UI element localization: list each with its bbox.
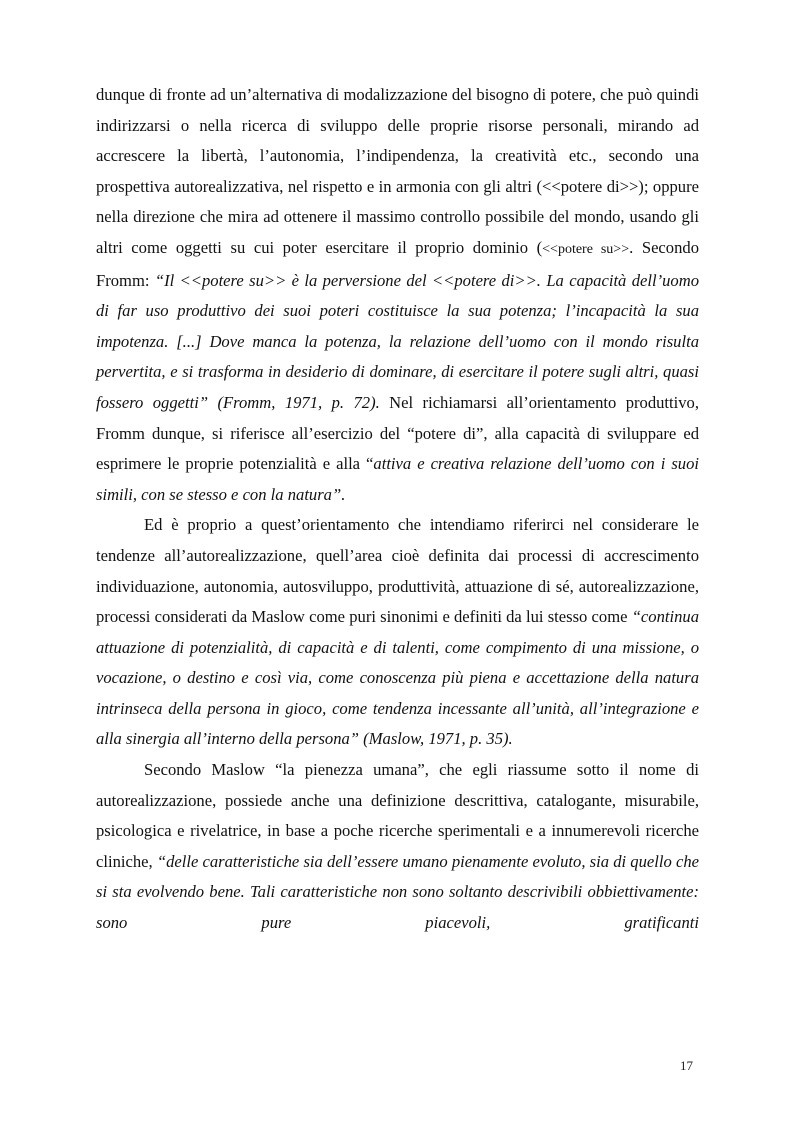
paragraph-1-quote-fromm: “Il <<potere su>> è la perversione del <<potere di>>. La capacità dell’uomo di far uso produttivo dei suoi poteri costituisce la sua potenza; l’incapacità la sua impotenza. [...] Dove manca la potenza, la relazione dell’uomo con il mondo risulta pervertita, e si trasforma in desiderio di dominare, di esercitare il potere sugli altri, quasi fossero oggetti” (Fromm, 1971, p. 72). (96, 270, 700, 412)
paragraph-3-text-a: Secondo Maslow “la pienezza umana”, che egli riassume sotto il nome di autorealizzazione, possiede anche una definizione descrittiva, catalogante, misurabile, psicologica e rivelatrice, in base a poche ricerche sperimentali e a innumerevoli ricerche cliniche, (96, 760, 699, 871)
paragraph-2-quote-maslow: “continua attuazione di potenzialità, di capacità e di talenti, come compimento di una missione, o vocazione, o destino e così via, come conoscenza più piena e accettazione della natura intrinseca della persona in gioco, come tendenza incessante all’unità, all’integrazione e alla sinergia all’interno della persona” (Maslow, 1971, p. 35). (96, 607, 699, 749)
paragraph-3-quote-maslow: “delle caratteristiche sia dell’essere umano pienamente evoluto, sia di quello che si sta evolvendo bene. Tali caratteristiche non sono soltanto descrivibili obbiettivamente: sono pure piacevoli, gratificanti (96, 851, 699, 933)
paragraph-1-text-d: Nel richiamarsi all’orientamento produttivo, Fromm dunque, si riferisce all’esercizio del “potere di”, alla capacità di sviluppare ed esprimere le proprie potenzialità e alla “ (96, 392, 699, 474)
paragraph-1-text-a: dunque di fronte ad un’alternativa di modalizzazione del bisogno di potere, che può quindi indirizzarsi o nella ricerca di sviluppo delle proprie risorse personali, mirando ad accrescere la libertà, l’autonomia, l’indipendenza, la creatività etc., secondo una prospettiva autorealizzativa, nel rispetto e in armonia con gli altri (<<potere di>>); oppure nella direzione che mira ad ottenere il massimo controllo possibile del mondo, usando gli altri come oggetti su cui poter esercitare il proprio dominio ( (96, 85, 699, 257)
paragraph-1 (96, 80, 699, 510)
paragraph-2-text-a: Ed è proprio a quest’orientamento che intendiamo riferirci nel considerare le tendenze all’autorealizzazione, quell’area cioè definita dai processi di accrescimento individuazione, autonomia, autosviluppo, produttività, attuazione di sé, autorealizzazione, processi considerati da Maslow come puri sinonimi e definiti da lui stesso come (96, 515, 699, 627)
paragraph-1-text-b: <<potere su>> (542, 241, 630, 257)
paragraph-2 (96, 510, 699, 755)
paragraph-1-quote-end: attiva e creativa relazione dell’uomo con i suoi simili, con se stesso e con la natura”. (96, 454, 699, 504)
paragraph-1-text-c: . Secondo Fromm: (96, 237, 699, 290)
page-number: 17 (680, 1058, 693, 1073)
paragraph-3 (96, 755, 699, 939)
document-page (96, 80, 699, 939)
